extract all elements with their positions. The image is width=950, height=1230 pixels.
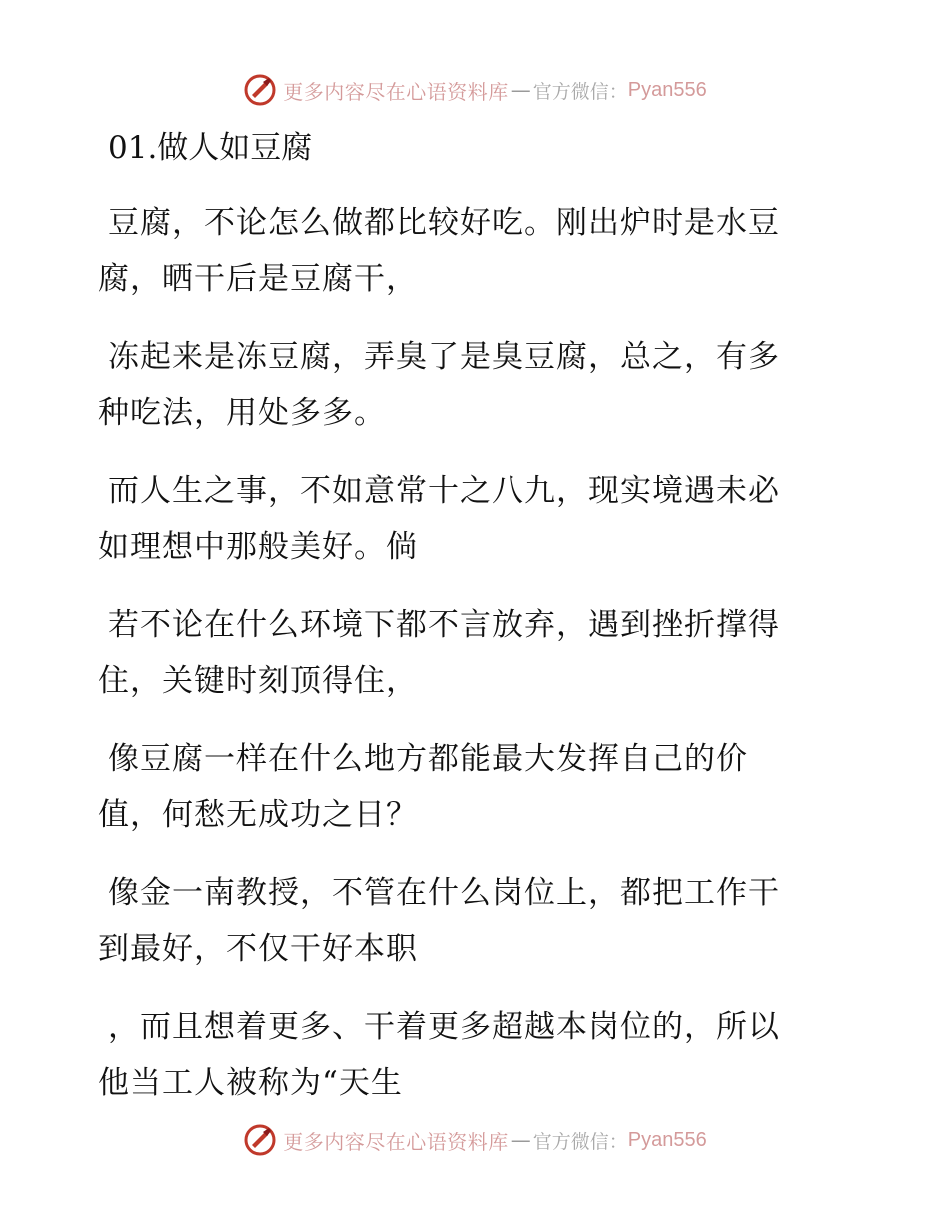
paragraph-line: 像金一南教授，不管在什么岗位上，都把工作干 (108, 875, 780, 911)
paragraph-line: 腐，晒干后是豆腐干， (98, 261, 418, 297)
paragraph-line: 种吃法，用处多多。 (98, 395, 386, 431)
paragraph (98, 999, 828, 1111)
paragraph-line: 到最好，不仅干好本职 (98, 931, 418, 967)
watermark-wechat-label: 官方微信： (532, 80, 628, 103)
paragraph (98, 597, 828, 709)
watermark-text: 更多内容尽在心语资料库 (283, 79, 509, 104)
watermark-dash: — (510, 1128, 531, 1152)
paragraph (98, 865, 828, 977)
paragraph-line: 而人生之事，不如意常十之八九，现实境遇未必 (108, 473, 780, 509)
paragraph (98, 463, 828, 575)
logo-icon (243, 1123, 277, 1157)
watermark-text: 更多内容尽在心语资料库 (283, 1129, 509, 1154)
paragraph-line: 他当工人被称为“天生 (98, 1065, 403, 1101)
watermark-wechat-id: Pyan556 (627, 1128, 707, 1151)
paragraph-line: 豆腐，不论怎么做都比较好吃。刚出炉时是水豆 (108, 205, 780, 241)
paragraph-line: 住，关键时刻顶得住， (98, 663, 418, 699)
paragraph-line: 像豆腐一样在什么地方都能最大发挥自己的价 (108, 741, 748, 777)
watermark-dash: — (510, 78, 531, 102)
watermark-wechat-id: Pyan556 (627, 78, 707, 101)
paragraph (98, 195, 828, 307)
document-body (98, 195, 828, 1133)
paragraph-line: 值，何愁无成功之日？ (98, 797, 418, 833)
watermark-footer (0, 1120, 950, 1160)
paragraph-line: 如理想中那般美好。倘 (98, 529, 418, 565)
paragraph-line: 冻起来是冻豆腐，弄臭了是臭豆腐，总之，有多 (108, 339, 780, 375)
paragraph (98, 731, 828, 843)
watermark-header (0, 70, 950, 110)
page-title: 01.做人如豆腐 (108, 130, 313, 166)
paragraph-line: ，而且想着更多、干着更多超越本岗位的，所以 (108, 1009, 780, 1045)
watermark-wechat-label: 官方微信： (532, 1130, 628, 1153)
logo-icon (243, 73, 277, 107)
paragraph-line: 若不论在什么环境下都不言放弃，遇到挫折撑得 (108, 607, 780, 643)
paragraph (98, 329, 828, 441)
